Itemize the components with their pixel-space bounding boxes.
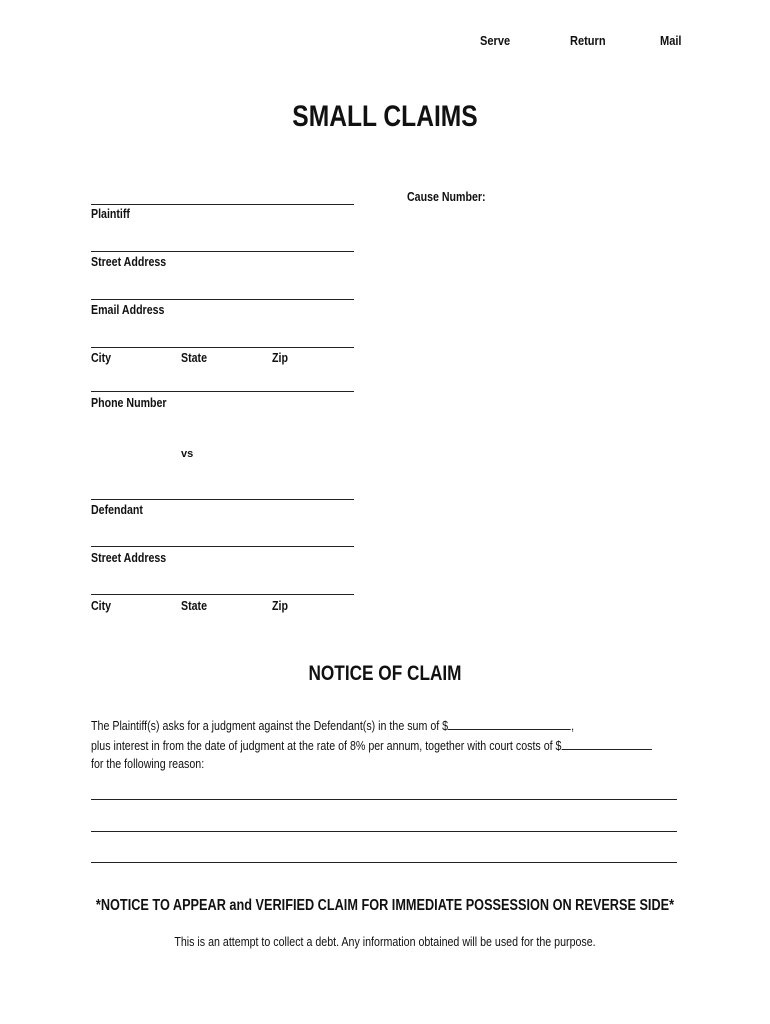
defendant-street-field[interactable] [91, 546, 354, 547]
court-costs-field[interactable] [561, 737, 651, 750]
page-title: SMALL CLAIMS [292, 100, 478, 133]
plaintiff-street-field[interactable] [91, 251, 354, 252]
defendant-label: Defendant [91, 503, 143, 517]
plaintiff-email-field[interactable] [91, 299, 354, 300]
plaintiff-field[interactable] [91, 204, 354, 205]
debt-collection-disclaimer: This is an attempt to collect a debt. Any information obtained will be used for the purpose. [174, 934, 596, 949]
defendant-state-label: State [181, 599, 207, 613]
plaintiff-email-label: Email Address [91, 303, 165, 317]
plaintiff-phone-label: Phone Number [91, 396, 167, 410]
reason-line-2[interactable] [91, 831, 677, 832]
serve-label: Serve [480, 33, 511, 48]
notice-to-appear: *NOTICE TO APPEAR and VERIFIED CLAIM FOR IMMEDIATE POSSESSION ON REVERSE SIDE* [95, 897, 675, 914]
reason-line-3[interactable] [91, 862, 677, 863]
reason-line-1[interactable] [91, 799, 677, 800]
notice-of-claim-heading: NOTICE OF CLAIM [308, 662, 462, 685]
claim-line-3: for the following reason: [91, 756, 205, 771]
plaintiff-city-state-zip-field[interactable] [91, 347, 354, 348]
plaintiff-phone-field[interactable] [91, 391, 354, 392]
plaintiff-city-label: City [91, 351, 112, 365]
defendant-city-state-zip-field[interactable] [91, 594, 354, 595]
defendant-street-label: Street Address [91, 551, 167, 565]
cause-number-label: Cause Number: [407, 190, 486, 204]
defendant-field[interactable] [91, 499, 354, 500]
versus-label: vs [181, 448, 194, 460]
defendant-zip-label: Zip [272, 599, 288, 613]
claim-line-1-text: The Plaintiff(s) asks for a judgment against the Defendant(s) in the sum of $ [91, 718, 449, 733]
claim-amount-field[interactable] [448, 717, 571, 730]
claim-line-2 [91, 737, 652, 753]
plaintiff-state-label: State [181, 351, 207, 365]
plaintiff-street-label: Street Address [91, 255, 167, 269]
claim-line-1-comma: , [571, 718, 575, 733]
plaintiff-zip-label: Zip [272, 351, 288, 365]
defendant-city-label: City [91, 599, 112, 613]
claim-line-2-text: plus interest in from the date of judgment at the rate of 8% per annum, together with court costs of $ [91, 738, 562, 753]
return-label: Return [570, 33, 606, 48]
plaintiff-label: Plaintiff [91, 207, 130, 221]
claim-line-1 [91, 717, 574, 733]
mail-label: Mail [660, 33, 682, 48]
